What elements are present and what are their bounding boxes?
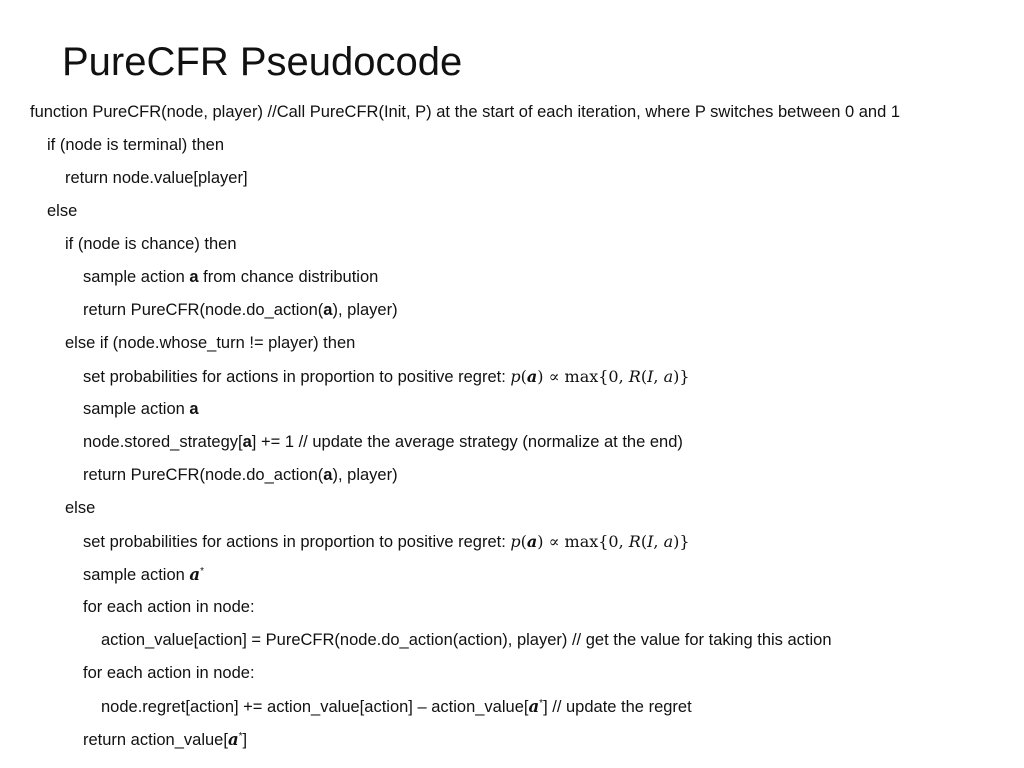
code-line (101, 624, 832, 657)
code-text: ] (242, 731, 248, 749)
code-text: if (node is terminal) then (47, 136, 224, 154)
code-line (83, 360, 690, 393)
code-line (83, 723, 247, 756)
page-title: PureCFR Pseudocode (62, 40, 463, 84)
sampled-action-var: a (189, 565, 201, 584)
code-text: sample action (83, 400, 190, 418)
code-line (65, 327, 355, 360)
code-text: ] += 1 // update the average strategy (normalize at the end) (251, 433, 683, 451)
star-superscript: * (238, 731, 243, 742)
code-line (47, 195, 77, 228)
code-text: else (65, 499, 96, 517)
code-bold-var: a (323, 301, 333, 319)
code-line (83, 591, 255, 624)
sampled-action-var: a (227, 730, 239, 749)
code-line (83, 657, 255, 690)
code-bold-var: a (242, 433, 252, 451)
code-line (101, 690, 692, 723)
code-text: for each action in node: (83, 598, 255, 616)
code-bold-var: a (323, 466, 333, 484)
code-line (83, 426, 683, 459)
regret-formula: p(a) ∝ max{0, R(I, a)} (510, 532, 690, 551)
code-bold-var: a (189, 268, 199, 286)
code-text: else if (node.whose_turn != player) then (65, 334, 356, 352)
code-text: function PureCFR(node, player) //Call PureCFR(Init, P) at the start of each iteration, where P switches between 0 and 1 (30, 103, 901, 121)
code-line (83, 393, 199, 426)
code-line (83, 459, 398, 492)
code-line (83, 558, 204, 591)
code-line (65, 492, 95, 525)
code-text: from chance distribution (198, 268, 379, 286)
code-line (83, 261, 378, 294)
star-superscript: * (539, 698, 544, 709)
code-text: return node.value[player] (65, 169, 248, 187)
code-line (65, 162, 248, 195)
code-text: action_value[action] = PureCFR(node.do_action(action), player) // get the value for taking this action (101, 631, 832, 649)
code-bold-var: a (189, 400, 199, 418)
code-text: node.stored_strategy[ (83, 433, 243, 451)
code-text: return PureCFR(node.do_action( (83, 301, 324, 319)
code-text: ), player) (332, 466, 398, 484)
code-text: if (node is chance) then (65, 235, 237, 253)
regret-formula: p(a) ∝ max{0, R(I, a)} (510, 367, 690, 386)
code-text: ), player) (332, 301, 398, 319)
code-text: sample action (83, 268, 190, 286)
code-line (30, 96, 900, 129)
code-text: sample action (83, 566, 190, 584)
code-text: return PureCFR(node.do_action( (83, 466, 324, 484)
code-line (65, 228, 237, 261)
star-superscript: * (200, 566, 204, 577)
sampled-action-var: a (528, 697, 540, 716)
code-text: for each action in node: (83, 664, 255, 682)
code-text: return action_value[ (83, 731, 228, 749)
code-text: set probabilities for actions in proportion to positive regret: (83, 368, 511, 386)
code-text: node.regret[action] += action_value[action] – action_value[ (101, 698, 529, 716)
code-text: set probabilities for actions in proportion to positive regret: (83, 533, 511, 551)
code-line (83, 525, 690, 558)
code-line (47, 129, 224, 162)
code-line (83, 294, 398, 327)
code-text: ] // update the regret (543, 698, 692, 716)
code-text: else (47, 202, 78, 220)
